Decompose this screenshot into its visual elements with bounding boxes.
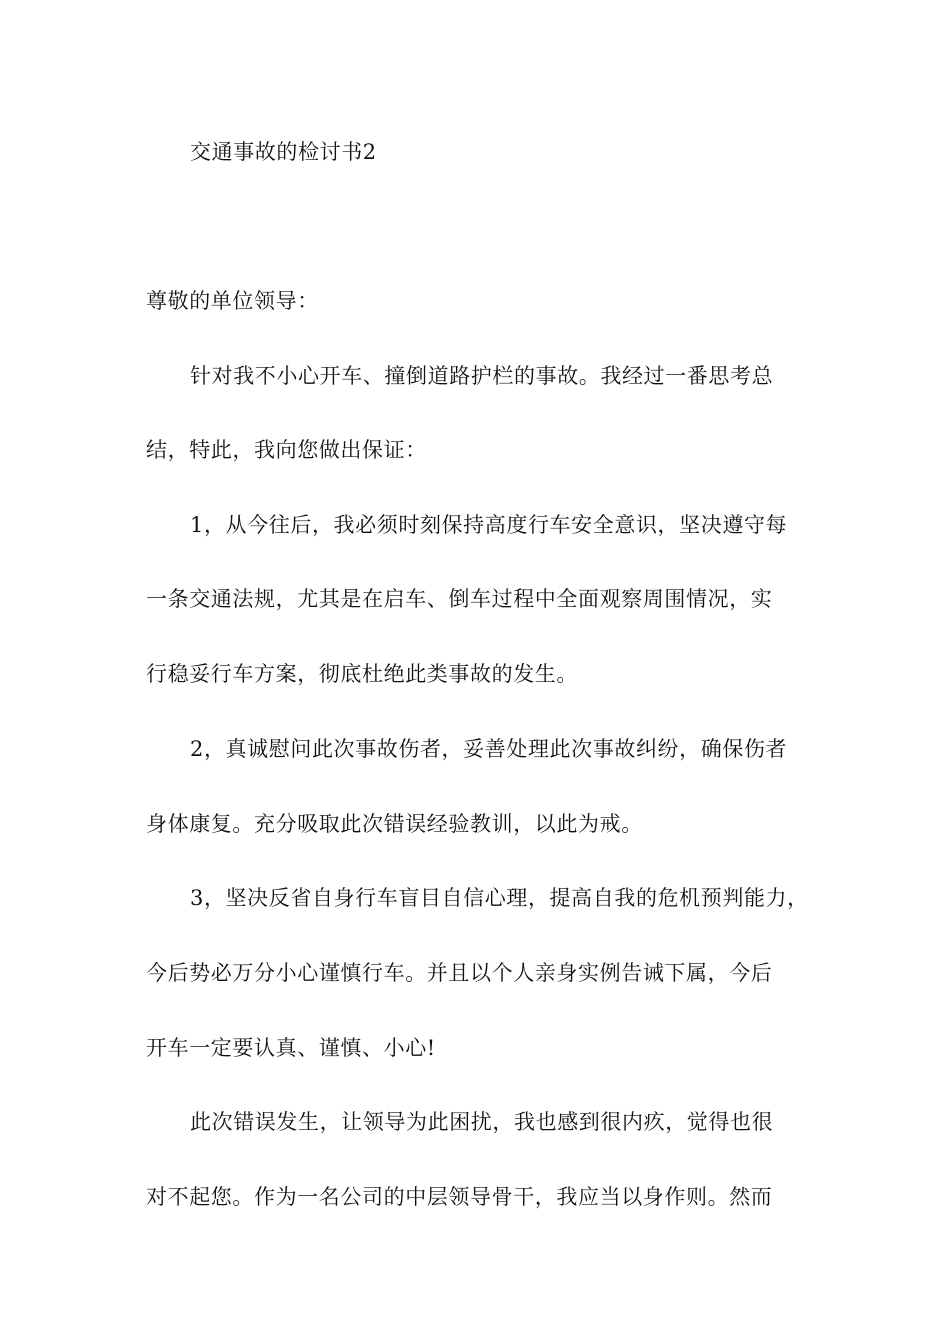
paragraph-line: 行稳妥行车方案，彻底杜绝此类事故的发生。 [146, 662, 578, 686]
salutation: 尊敬的单位领导： [146, 289, 319, 313]
paragraph-line: 3，坚决反省自身行车盲目自信心理，提高自我的危机预判能力， [190, 886, 809, 910]
paragraph-line: 身体康复。充分吸取此次错误经验教训，以此为戒。 [146, 812, 643, 836]
paragraph-line: 结，特此，我向您做出保证： [146, 438, 427, 462]
paragraph-line: 对不起您。作为一名公司的中层领导骨干，我应当以身作则。然而 [146, 1185, 773, 1209]
paragraph-line: 今后势必万分小心谨慎行车。并且以个人亲身实例告诫下属，今后 [146, 961, 773, 985]
paragraph-line: 此次错误发生，让领导为此困扰，我也感到很内疚，觉得也很 [190, 1110, 774, 1134]
paragraph-line: 开车一定要认真、谨慎、小心! [146, 1036, 436, 1060]
paragraph-line: 一条交通法规，尤其是在启车、倒车过程中全面观察周围情况，实 [146, 587, 773, 611]
paragraph-line: 2，真诚慰问此次事故伤者，妥善处理此次事故纠纷，确保伤者 [190, 737, 788, 761]
paragraph-line: 针对我不小心开车、撞倒道路护栏的事故。我经过一番思考总 [190, 364, 774, 388]
paragraph-line: 1，从今往后，我必须时刻保持高度行车安全意识，坚决遵守每 [190, 513, 788, 537]
document-title: 交通事故的检讨书2 [190, 140, 377, 164]
